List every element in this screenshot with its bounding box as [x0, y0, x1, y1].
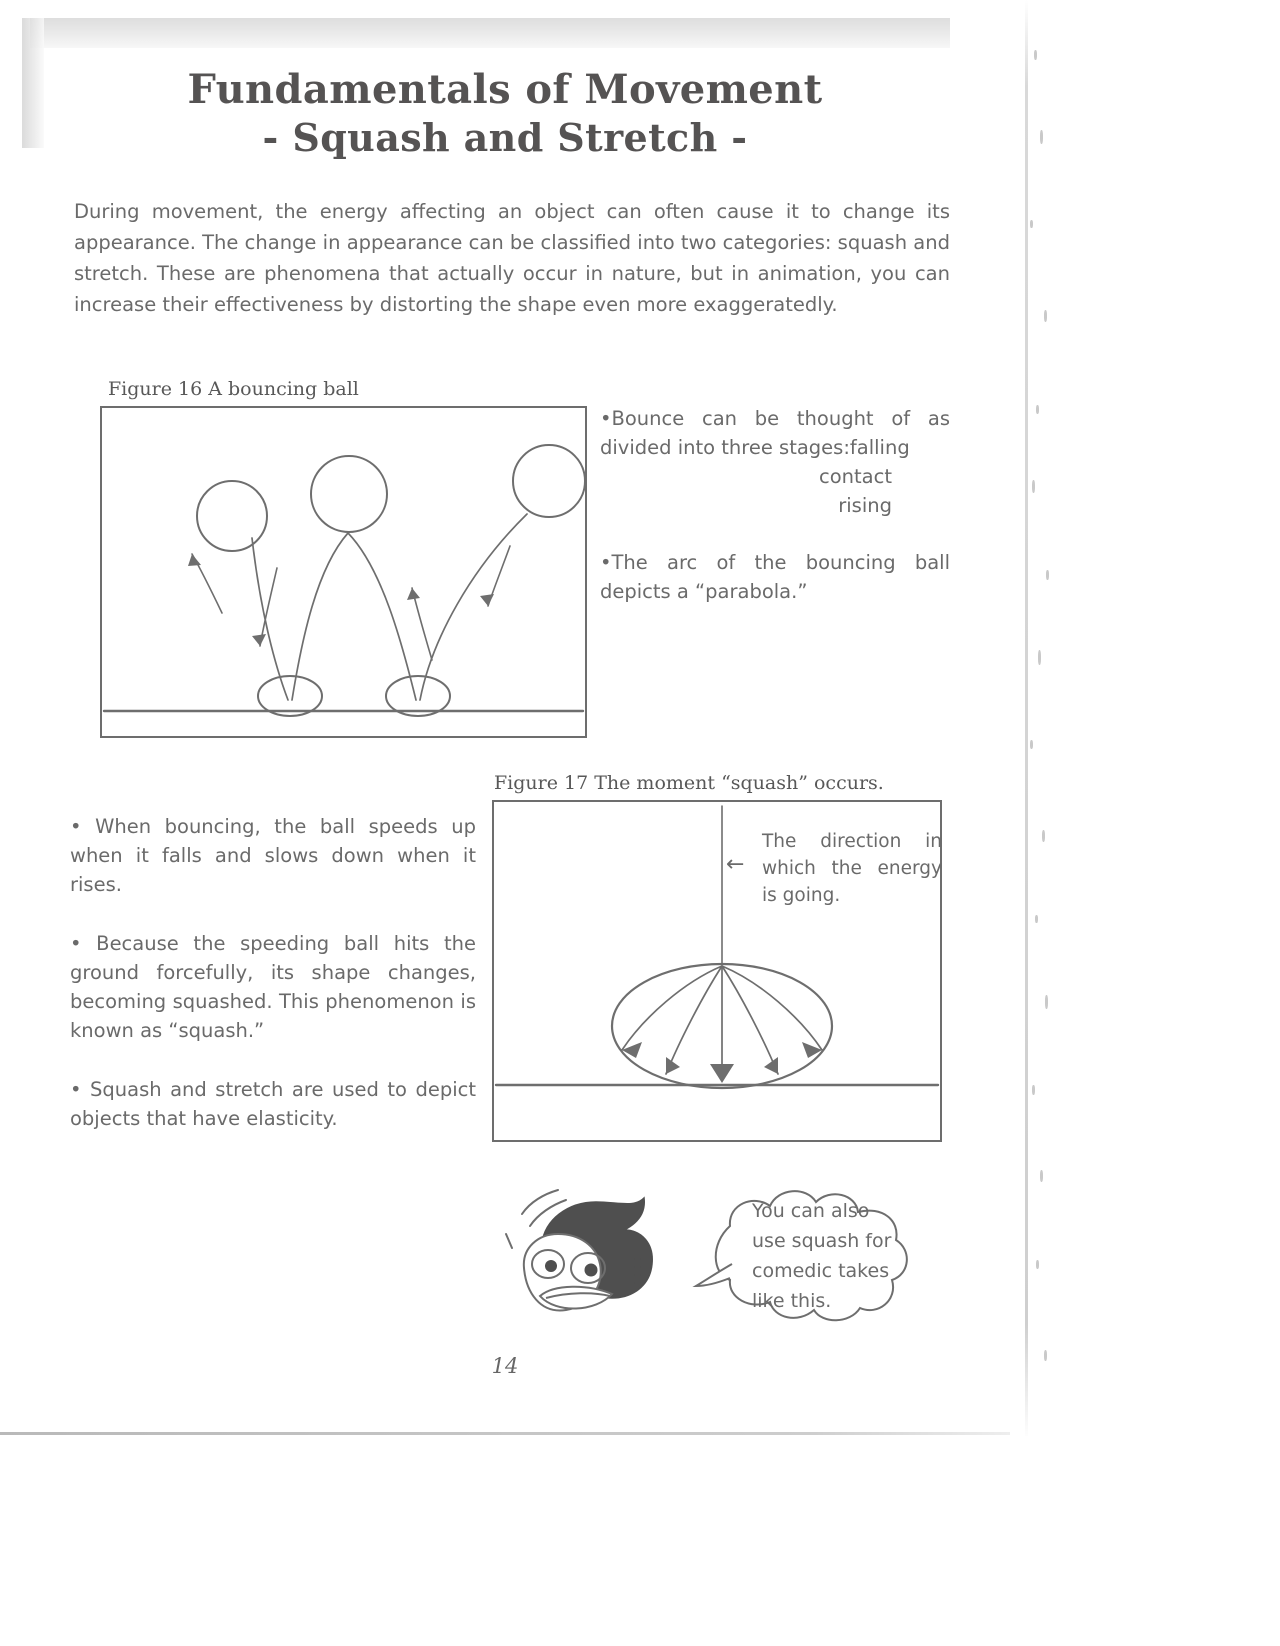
character-ear-highlight-1: [634, 1258, 641, 1268]
left-note-bullet-1: • When bouncing, the ball speeds up when it falls and slows down when it rises.: [70, 815, 476, 896]
figure-17-caption: Figure 17 The moment “squash” occurs.: [494, 772, 884, 794]
ball-circle-right: [513, 445, 585, 517]
arrowhead-up-2: [407, 588, 420, 600]
page-number: 14: [491, 1354, 519, 1378]
title-line-1: Fundamentals of Movement: [187, 66, 823, 113]
energy-arrow-left-inner: [666, 966, 722, 1074]
left-arrow-icon: ←: [726, 852, 745, 877]
bubble-line-2: use squash for: [752, 1230, 892, 1252]
figure-16-notes: [600, 404, 950, 606]
left-note-bullet-3: • Squash and stretch are used to depict objects that have elasticity.: [70, 1078, 476, 1130]
surprised-face-illustration: [496, 1172, 676, 1322]
bubble-line-4: like this.: [752, 1290, 832, 1312]
left-note-bullet-2: • Because the speeding ball hits the ground forcefully, its shape changes, becoming squashed. This phenomenon is known as “squash.”: [70, 932, 476, 1042]
scan-edge-shadow-top: [30, 18, 950, 48]
arrowhead-down-1: [252, 634, 266, 646]
energy-arrow-right-inner: [722, 966, 778, 1074]
ball-circle-left: [197, 481, 267, 551]
motion-line-1: [522, 1190, 558, 1214]
left-column-notes: [70, 812, 476, 1163]
ball-circle-apex: [311, 456, 387, 532]
speech-bubble-text: [752, 1196, 922, 1316]
energy-arrow-right-outer: [722, 966, 822, 1050]
note-spacer: [600, 520, 950, 548]
figure-16-box: [100, 406, 587, 738]
scan-speckles: [1020, 10, 1080, 1430]
bubble-line-3: comedic takes: [752, 1260, 890, 1282]
cartoon-character: [496, 1172, 676, 1326]
scan-bottom-rule: [0, 1432, 1010, 1435]
title-line-2: - Squash and Stretch -: [262, 115, 748, 161]
arrowhead-down-2: [480, 594, 494, 606]
intro-paragraph: During movement, the energy affecting an object can often cause it to change its appearance. The change in appearance can be classified into two categories: squash and stretch. These are phenomena that actually occur in nature, but in animation, you can increase their effectiveness by distorting the shape even more exaggeratedly.: [74, 200, 950, 316]
bouncing-ball-illustration: [102, 408, 585, 736]
note-stage-rising: rising: [838, 494, 892, 517]
energy-arrow-left-outer: [622, 966, 722, 1050]
arrow-rise-1: [412, 588, 432, 660]
energy-direction-annotation: The direction in which the energy is going.: [762, 831, 942, 906]
page-title: [0, 68, 1010, 161]
bubble-line-1: You can also: [752, 1200, 870, 1222]
note-bullet-stages: •Bounce can be thought of as divided into three stages:falling: [600, 407, 950, 459]
note-stage-contact: contact: [819, 465, 892, 488]
arrowhead-center: [710, 1064, 734, 1083]
note-bullet-parabola: •The arc of the bouncing ball depicts a “parabola.”: [600, 551, 950, 603]
motion-tick: [506, 1234, 512, 1248]
scan-bottom-margin: [0, 1436, 1280, 1646]
bubble-tail: [696, 1264, 732, 1286]
figure-16-caption: Figure 16 A bouncing ball: [108, 378, 359, 400]
character-pupil-right: [585, 1264, 598, 1277]
arrowhead-up-left: [188, 554, 201, 566]
character-ear-highlight-2: [634, 1274, 641, 1284]
character-pupil-left: [545, 1260, 557, 1272]
